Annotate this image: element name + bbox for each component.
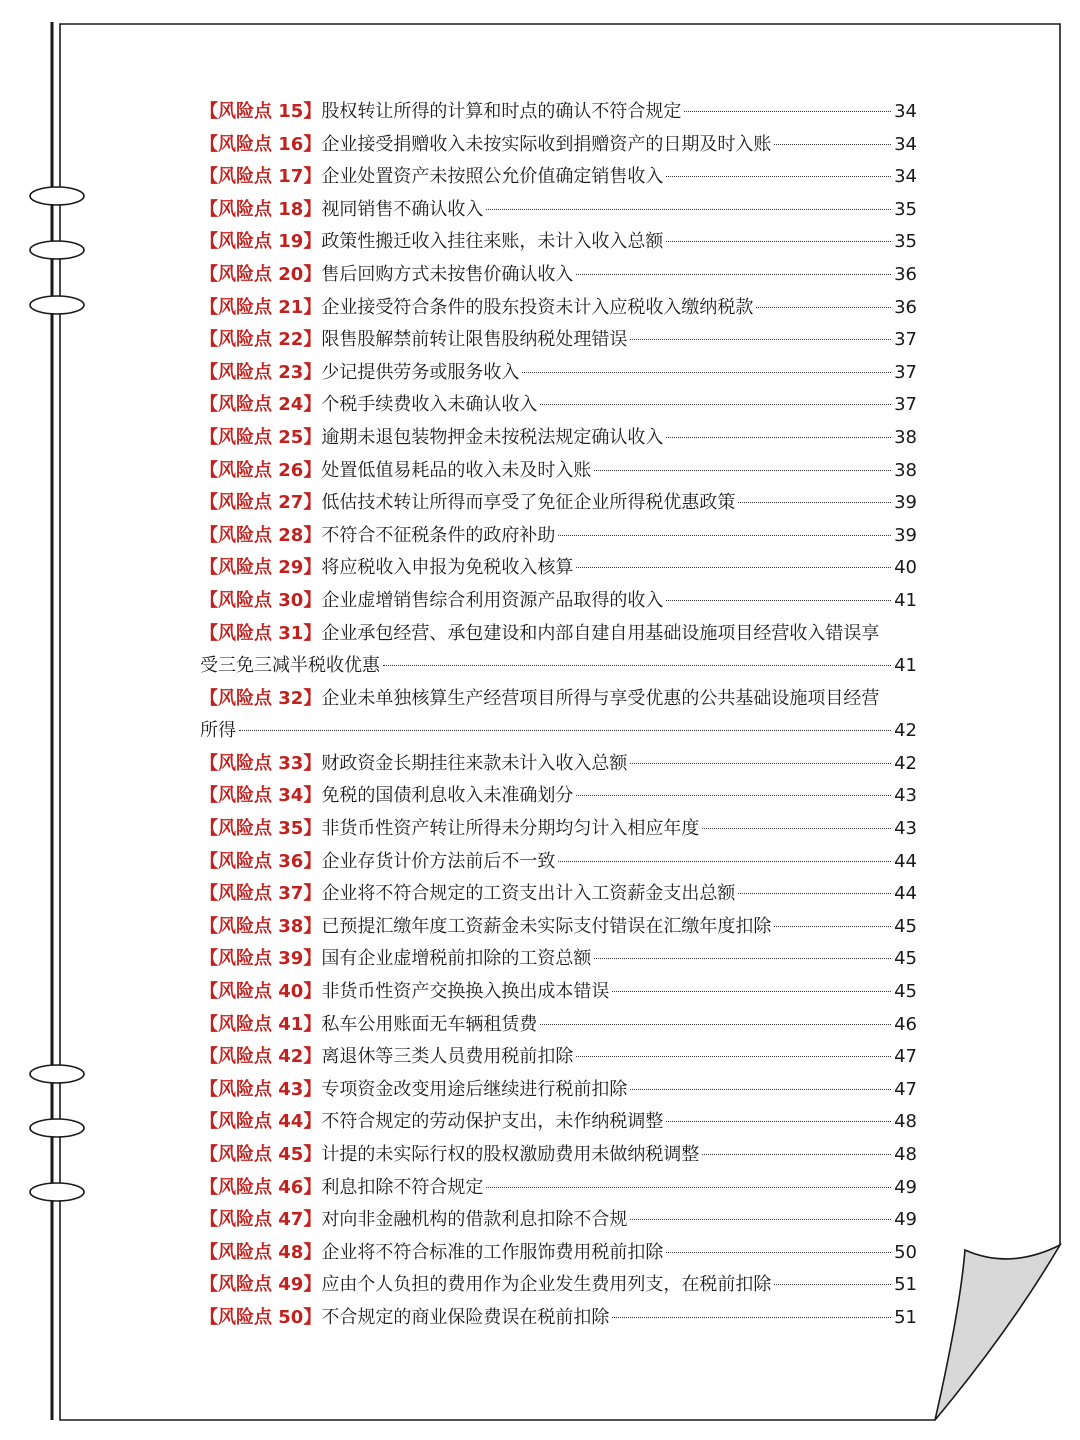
- toc-entry[interactable]: [200, 1041, 917, 1074]
- dot-leader: [486, 1187, 891, 1188]
- entry-title: 私车公用账面无车辆租赁费: [321, 1013, 538, 1035]
- page-number: 40: [894, 557, 917, 579]
- dot-leader: [702, 1154, 891, 1155]
- entry-title: 低估技术转让所得而享受了免征企业所得税优惠政策: [321, 492, 736, 514]
- toc-entry[interactable]: [200, 1009, 917, 1042]
- entry-title: 所得: [200, 720, 236, 742]
- entry-title: 视同销售不确认收入: [321, 198, 484, 220]
- dot-leader: [702, 828, 891, 829]
- risk-point-tag: 【风险点 44】: [200, 1111, 322, 1133]
- toc-entry[interactable]: [200, 520, 917, 553]
- dot-leader: [576, 274, 891, 275]
- risk-point-tag: 【风险点 40】: [200, 981, 322, 1003]
- entry-title: 已预提汇缴年度工资薪金未实际支付错误在汇缴年度扣除: [321, 915, 772, 937]
- toc-entry[interactable]: [200, 1269, 917, 1302]
- toc-entry[interactable]: [200, 96, 917, 129]
- dot-leader: [666, 1252, 891, 1253]
- page-number: 37: [894, 361, 917, 383]
- risk-point-tag: 【风险点 38】: [200, 915, 322, 937]
- page-number: 49: [894, 1176, 917, 1198]
- page-number: 42: [894, 720, 917, 742]
- dot-leader: [666, 176, 891, 177]
- entry-title: 计提的未实际行权的股权激励费用未做纳税调整: [321, 1144, 700, 1165]
- risk-point-tag: 【风险点 28】: [200, 524, 322, 546]
- dot-leader: [522, 372, 891, 373]
- binder-ring-icon: [30, 1065, 84, 1083]
- dot-leader: [666, 600, 891, 601]
- page-number: 43: [894, 785, 917, 807]
- entry-title: 企业处置资产未按照公允价值确定销售收入: [321, 166, 664, 188]
- risk-point-tag: 【风险点 25】: [200, 426, 322, 448]
- risk-point-tag: 【风险点 16】: [200, 133, 322, 155]
- entry-title: 逾期未退包装物押金未按税法规定确认收入: [321, 426, 664, 448]
- risk-point-tag: 【风险点 48】: [200, 1241, 322, 1263]
- dot-leader: [540, 1024, 891, 1025]
- toc-entry[interactable]: [200, 389, 917, 422]
- risk-point-tag: 【风险点 45】: [200, 1144, 322, 1165]
- page-number: 34: [894, 133, 917, 155]
- toc-entry[interactable]: [200, 976, 917, 1009]
- risk-point-tag: 【风险点 34】: [200, 785, 322, 807]
- dot-leader: [612, 1317, 891, 1318]
- entry-title: 不符合规定的劳动保护支出，未作纳税调整: [321, 1111, 664, 1133]
- entry-title: 财政资金长期挂往来款未计入收入总额: [321, 752, 628, 774]
- page-number: 50: [894, 1241, 917, 1263]
- risk-point-tag: 【风险点 31】: [200, 622, 322, 644]
- page-number: 37: [894, 394, 917, 416]
- risk-point-tag: 【风险点 27】: [200, 492, 322, 514]
- page-number: 51: [894, 1274, 917, 1296]
- entry-title: 售后回购方式未按售价确认收入: [321, 263, 574, 285]
- toc-entry[interactable]: [200, 324, 917, 357]
- entry-title: 企业未单独核算生产经营项目所得与享受优惠的公共基础设施项目经营: [321, 687, 880, 709]
- risk-point-tag: 【风险点 36】: [200, 850, 322, 872]
- page-number: 47: [894, 1046, 917, 1068]
- risk-point-tag: 【风险点 41】: [200, 1013, 322, 1035]
- toc-entry[interactable]: [200, 226, 917, 259]
- entry-title: 企业承包经营、承包建设和内部自建自用基础设施项目经营收入错误享: [321, 622, 880, 644]
- risk-point-tag: 【风险点 26】: [200, 459, 322, 481]
- risk-point-tag: 【风险点 18】: [200, 198, 322, 220]
- entry-title: 企业存货计价方法前后不一致: [321, 850, 556, 872]
- risk-point-tag: 【风险点 21】: [200, 296, 322, 318]
- toc-entry[interactable]: [200, 943, 917, 976]
- entry-title: 少记提供劳务或服务收入: [321, 361, 520, 383]
- dot-leader: [576, 567, 891, 568]
- dot-leader: [486, 209, 891, 210]
- dot-leader: [756, 307, 891, 308]
- toc-entry[interactable]: [200, 259, 917, 292]
- toc-entry[interactable]: [200, 129, 917, 162]
- toc-entry[interactable]: [200, 1074, 917, 1107]
- toc-entry[interactable]: [200, 1204, 917, 1237]
- page-number: 44: [894, 883, 917, 905]
- dot-leader: [558, 535, 891, 536]
- risk-point-tag: 【风险点 22】: [200, 329, 322, 351]
- risk-point-tag: 【风险点 43】: [200, 1078, 322, 1100]
- toc-entry[interactable]: [200, 1106, 917, 1139]
- entry-title: 处置低值易耗品的收入未及时入账: [321, 459, 592, 481]
- page-number: 34: [894, 166, 917, 188]
- page-curl-icon: [935, 1245, 1060, 1420]
- page-number: 36: [894, 296, 917, 318]
- page-number: 35: [894, 231, 917, 253]
- toc-entry[interactable]: [200, 357, 917, 390]
- page-number: 38: [894, 426, 917, 448]
- page-number: 42: [894, 752, 917, 774]
- entry-title: 国有企业虚增税前扣除的工资总额: [321, 948, 592, 970]
- toc-entry[interactable]: [200, 748, 917, 781]
- page-number: 39: [894, 492, 917, 514]
- binder-ring-icon: [30, 1119, 84, 1137]
- entry-title: 企业接受符合条件的股东投资未计入应税收入缴纳税款: [321, 296, 754, 318]
- dot-leader: [774, 926, 891, 927]
- entry-title: 非货币性资产转让所得未分期均匀计入相应年度: [321, 818, 700, 840]
- binder-ring-icon: [30, 187, 84, 205]
- toc-entry[interactable]: [200, 813, 917, 846]
- page-number: 34: [894, 101, 917, 122]
- entry-title: 企业虚增销售综合利用资源产品取得的收入: [321, 589, 664, 611]
- entry-title: 股权转让所得的计算和时点的确认不符合规定: [321, 101, 682, 122]
- toc-entry[interactable]: [200, 1139, 917, 1172]
- dot-leader: [738, 502, 891, 503]
- page-number: 51: [894, 1306, 917, 1328]
- entry-title: 限售股解禁前转让限售股纳税处理错误: [321, 329, 628, 351]
- risk-point-tag: 【风险点 49】: [200, 1274, 322, 1296]
- binder-ring-icon: [30, 241, 84, 259]
- toc-entry[interactable]: [200, 780, 917, 813]
- page-number: 44: [894, 850, 917, 872]
- toc-entry[interactable]: [200, 161, 917, 194]
- page-number: 48: [894, 1111, 917, 1133]
- toc-entry[interactable]: [200, 1302, 917, 1335]
- risk-point-tag: 【风险点 20】: [200, 263, 322, 285]
- risk-point-tag: 【风险点 29】: [200, 557, 322, 579]
- risk-point-tag: 【风险点 39】: [200, 948, 322, 970]
- risk-point-tag: 【风险点 37】: [200, 883, 322, 905]
- toc-entry[interactable]: [200, 194, 917, 227]
- risk-point-tag: 【风险点 46】: [200, 1176, 322, 1198]
- entry-title: 应由个人负担的费用作为企业发生费用列支，在税前扣除: [321, 1274, 772, 1296]
- toc-entry[interactable]: [200, 1237, 917, 1270]
- dot-leader: [630, 763, 891, 764]
- risk-point-tag: 【风险点 42】: [200, 1046, 322, 1068]
- entry-title: 企业将不符合规定的工资支出计入工资薪金支出总额: [321, 883, 736, 905]
- entry-title: 将应税收入申报为免税收入核算: [321, 557, 574, 579]
- dot-leader: [540, 404, 891, 405]
- dot-leader: [774, 1284, 891, 1285]
- risk-point-tag: 【风险点 15】: [200, 101, 322, 122]
- page-number: 47: [894, 1078, 917, 1100]
- risk-point-tag: 【风险点 30】: [200, 589, 322, 611]
- dot-leader: [630, 1089, 891, 1090]
- dot-leader: [383, 665, 891, 666]
- dot-leader: [239, 730, 891, 731]
- dot-leader: [738, 893, 891, 894]
- page-number: 46: [894, 1013, 917, 1035]
- toc-entry[interactable]: [200, 487, 917, 520]
- dot-leader: [774, 144, 891, 145]
- risk-point-tag: 【风险点 17】: [200, 166, 322, 188]
- dot-leader: [558, 861, 891, 862]
- page-number: 38: [894, 459, 917, 481]
- page-number: 45: [894, 948, 917, 970]
- dot-leader: [684, 111, 891, 112]
- toc-entry[interactable]: [200, 618, 917, 683]
- binder-ring-icon: [30, 296, 84, 314]
- page-number: 48: [894, 1144, 917, 1165]
- entry-title: 不符合不征税条件的政府补助: [321, 524, 556, 546]
- entry-title: 非货币性资产交换换入换出成本错误: [321, 981, 610, 1003]
- entry-title: 个税手续费收入未确认收入: [321, 394, 538, 416]
- dot-leader: [630, 339, 891, 340]
- dot-leader: [666, 437, 891, 438]
- page-number: 41: [894, 589, 917, 611]
- dot-leader: [666, 241, 891, 242]
- page-number: 39: [894, 524, 917, 546]
- toc-entry[interactable]: [200, 683, 917, 748]
- risk-point-tag: 【风险点 47】: [200, 1209, 322, 1231]
- toc-entry[interactable]: [200, 422, 917, 455]
- risk-point-tag: 【风险点 23】: [200, 361, 322, 383]
- toc-entry[interactable]: [200, 878, 917, 911]
- dot-leader: [612, 991, 891, 992]
- dot-leader: [666, 1121, 891, 1122]
- risk-point-tag: 【风险点 35】: [200, 818, 322, 840]
- entry-title: 受三免三减半税收优惠: [200, 655, 380, 677]
- risk-point-tag: 【风险点 50】: [200, 1306, 322, 1328]
- risk-point-tag: 【风险点 32】: [200, 687, 322, 709]
- entry-title: 政策性搬迁收入挂往来账，未计入收入总额: [321, 231, 664, 253]
- page-number: 37: [894, 329, 917, 351]
- entry-title: 企业接受捐赠收入未按实际收到捐赠资产的日期及时入账: [321, 133, 772, 155]
- toc-entry[interactable]: [200, 292, 917, 325]
- page-number: 45: [894, 915, 917, 937]
- entry-title: 对向非金融机构的借款利息扣除不合规: [321, 1209, 628, 1231]
- toc-entry[interactable]: [200, 552, 917, 585]
- toc-entry[interactable]: [200, 455, 917, 488]
- dot-leader: [576, 1056, 891, 1057]
- page-number: 41: [894, 655, 917, 677]
- page-number: 49: [894, 1209, 917, 1231]
- dot-leader: [576, 795, 891, 796]
- dot-leader: [630, 1219, 891, 1220]
- dot-leader: [594, 470, 891, 471]
- entry-title: 不合规定的商业保险费误在税前扣除: [321, 1306, 610, 1328]
- table-of-contents: [200, 96, 917, 1335]
- risk-point-tag: 【风险点 19】: [200, 231, 322, 253]
- toc-entry[interactable]: [200, 846, 917, 879]
- entry-title: 离退休等三类人员费用税前扣除: [321, 1046, 574, 1068]
- binder-ring-icon: [30, 1183, 84, 1201]
- page-number: 45: [894, 981, 917, 1003]
- entry-title: 企业将不符合标准的工作服饰费用税前扣除: [321, 1241, 664, 1263]
- risk-point-tag: 【风险点 24】: [200, 394, 322, 416]
- risk-point-tag: 【风险点 33】: [200, 752, 322, 774]
- page-number: 36: [894, 263, 917, 285]
- toc-entry[interactable]: [200, 585, 917, 618]
- page-number: 43: [894, 818, 917, 840]
- toc-entry[interactable]: [200, 911, 917, 944]
- page-number: 35: [894, 198, 917, 220]
- dot-leader: [594, 958, 891, 959]
- entry-title: 免税的国债利息收入未准确划分: [321, 785, 574, 807]
- toc-entry[interactable]: [200, 1172, 917, 1205]
- entry-title: 利息扣除不符合规定: [321, 1176, 484, 1198]
- entry-title: 专项资金改变用途后继续进行税前扣除: [321, 1078, 628, 1100]
